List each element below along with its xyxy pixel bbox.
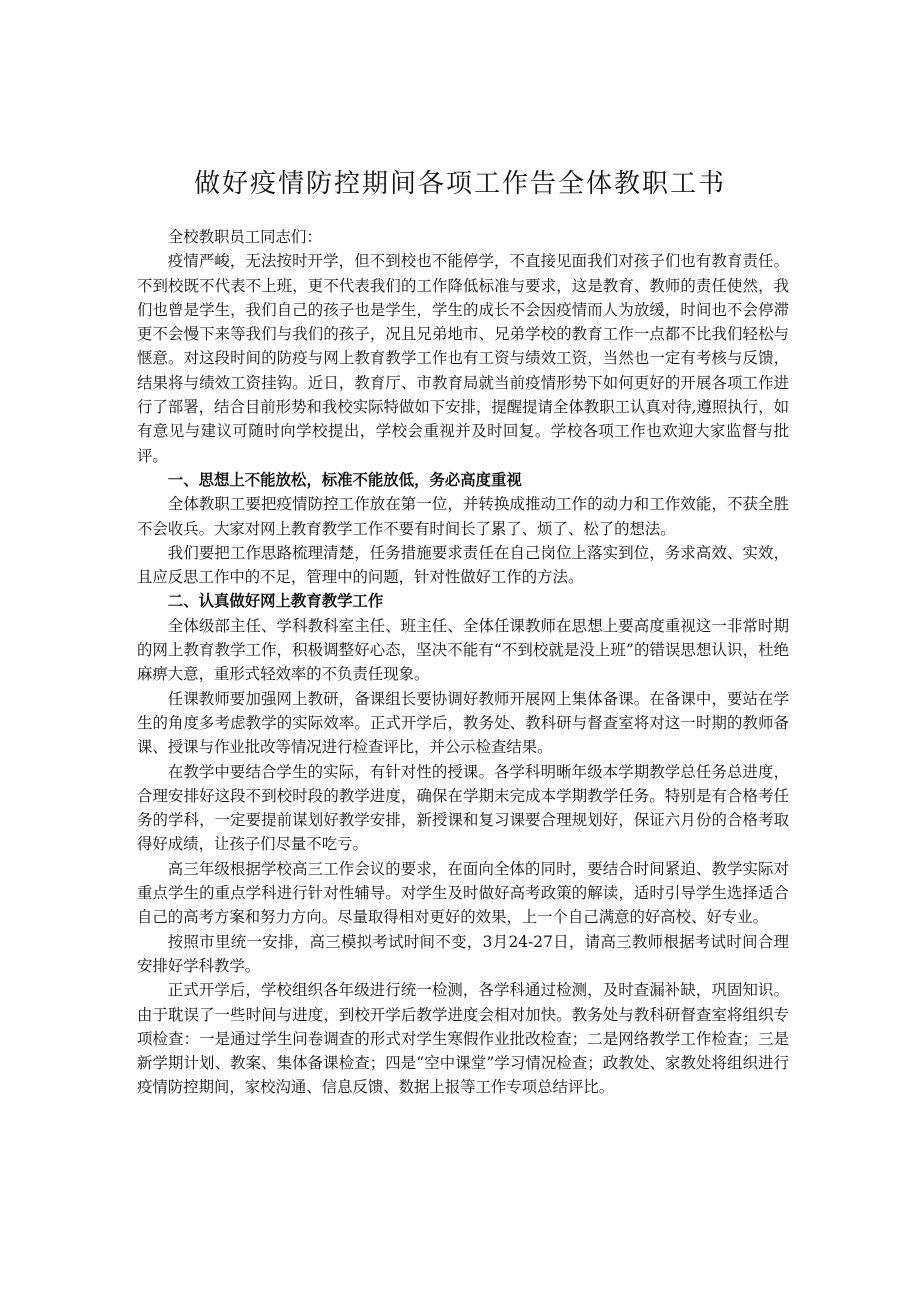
section-2-paragraph-5: 按照市里统一安排，高三模拟考试时间不变，3月24-27日，请高三教师根据考试时间合理安排好学科教学。 [137,932,789,975]
document-body [137,225,789,1100]
section-2-paragraph-1: 全体级部主任、学科教科室主任、班主任、全体任课教师在思想上要高度重视这一非常时期的网上教育教学工作，积极调整好心态，坚决不能有“不到校就是没上班”的错误思想认识，杜绝麻痹大意，重形式轻效率的不负责任现象。 [137,616,789,684]
section-2-paragraph-3: 在教学中要结合学生的实际，有针对性的授课。各学科明晰年级本学期教学总任务总进度，合理安排好这段不到校时段的教学进度，确保在学期末完成本学期教学任务。特别是有合格考任务的学科，一定要提前谋划好教学安排，新授课和复习课要合理规划好，保证六月份的合格考取得好成绩，让孩子们尽量不吃亏。 [137,762,789,854]
intro-paragraph: 疫情严峻，无法按时开学，但不到校也不能停学，不直接见面我们对孩子们也有教育责任。不到校既不代表不上班，更不代表我们的工作降低标准与要求，这是教育、教师的责任使然，我们也曾是学生，我们自己的孩子也是学生，学生的成长不会因疫情而人为放缓，时间也不会停滞更不会慢下来等我们与我们的孩子，况且兄弟地市、兄弟学校的教育工作一点都不比我们轻松与惬意。对这段时间的防疫与网上教育教学工作也有工资与绩效工资，当然也一定有考核与反馈，结果将与绩效工资挂钩。近日，教育厅、市教育局就当前疫情形势下如何更好的开展各项工作进行了部署，结合目前形势和我校实际特做如下安排，提醒提请全体教职工认真对待,遵照执行，如有意见与建议可随时向学校提出，学校会重视并及时回复。学校各项工作也欢迎大家监督与批评。 [137,252,789,465]
section-1-paragraph-2: 我们要把工作思路梳理清楚，任务措施要求责任在自己岗位上落实到位，务求高效、实效，且应反思工作中的不足，管理中的问题，针对性做好工作的方法。 [137,543,789,587]
section-2-heading: 二、认真做好网上教育教学工作 [167,592,384,611]
section-2-paragraph-2: 任课教师要加强网上教研，备课组长要协调好教师开展网上集体备课。在备课中，要站在学生的角度多考虑教学的实际效率。正式开学后，教务处、教科研与督查室将对这一时期的教师备课、授课与作业批改等情况进行检查评比，并公示检查结果。 [137,689,789,757]
section-1-paragraph-1: 全体教职工要把疫情防控工作放在第一位，并转换成推动工作的动力和工作效能，不获全胜不会收兵。大家对网上教育教学工作不要有时间长了累了、烦了、松了的想法。 [137,495,789,538]
greeting: 全校教职员工同志们： [167,228,322,246]
section-2-paragraph-4: 高三年级根据学校高三工作会议的要求，在面向全体的同时，要结合时间紧迫、教学实际对重点学生的重点学科进行针对性辅导。对学生及时做好高考政策的解读，适时引导学生选择适合自己的高考方案和努力方向。尽量取得相对更好的效果，上一个自己满意的好高校、好专业。 [137,859,789,927]
section-2-paragraph-6: 正式开学后，学校组织各年级进行统一检测，各学科通过检测，及时查漏补缺，巩固知识。由于耽误了一些时间与进度，到校开学后教学进度会相对加快。教务处与教科研督查室将组织专项检查：一是通过学生问卷调查的形式对学生寒假作业批改检查；二是网络教学工作检查；三是新学期计划、教案、集体备课检查；四是“空中课堂”学习情况检查；政教处、家教处将组织进行疫情防控期间，家校沟通、信息反馈、数据上报等工作专项总结评比。 [137,981,789,1097]
document-title: 做好疫情防控期间各项工作告全体教职工书 [193,169,726,199]
section-1-heading: 一、思想上不能放松，标准不能放低，务必高度重视 [167,470,522,489]
